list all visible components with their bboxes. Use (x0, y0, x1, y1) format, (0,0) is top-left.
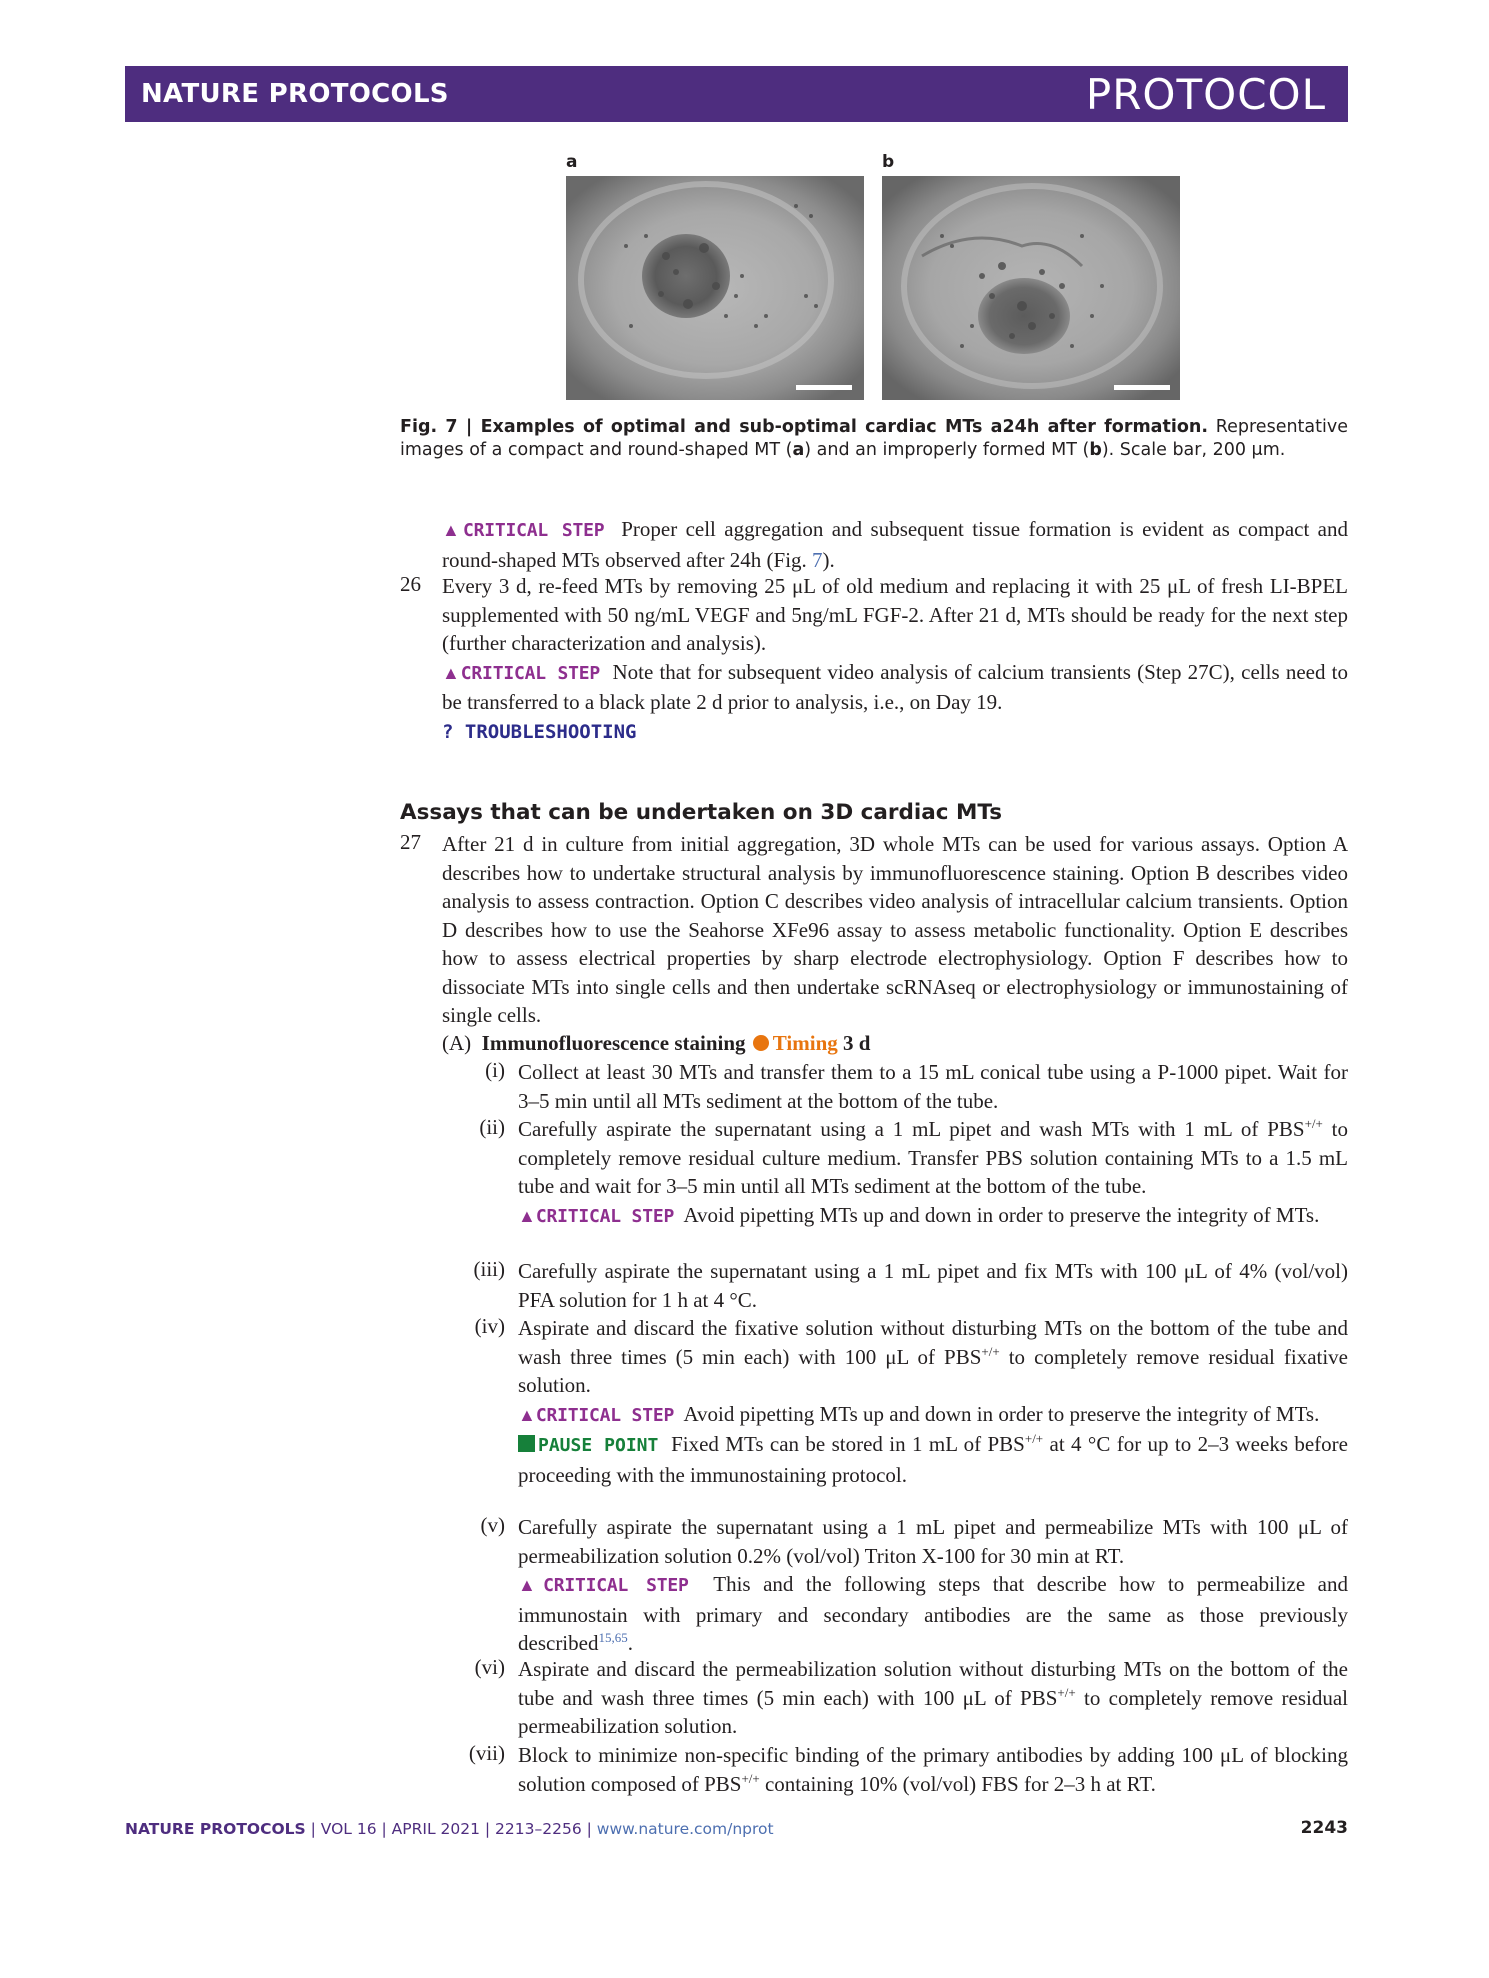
critical-triangle-icon: ▲ (518, 1575, 544, 1595)
footer-volume: VOL 16 (320, 1820, 377, 1838)
footer-date: APRIL 2021 (391, 1820, 480, 1838)
substep-ii-text: Carefully aspirate the supernatant using a 1 mL pipet and wash MTs with 1 mL of PBS (518, 1117, 1305, 1141)
panel-label-b: b (882, 152, 895, 172)
step-number-27: 27 (400, 830, 421, 854)
substep-label-ii: (ii) (479, 1115, 505, 1139)
substep-vi (518, 1655, 1348, 1741)
troubleshooting-link[interactable]: ? TROUBLESHOOTING (442, 720, 637, 743)
substep-iv-text-b: to completely remove residual fixative solution. (518, 1344, 1349, 1397)
citation-link[interactable]: 15,65 (598, 1630, 628, 1645)
superscript: +/+ (1057, 1684, 1076, 1700)
option-a-heading (442, 1029, 1348, 1058)
substep-ii (518, 1115, 1348, 1231)
footer-journal: NATURE PROTOCOLS (125, 1820, 306, 1838)
superscript: +/+ (1304, 1116, 1323, 1131)
critical-text: Avoid pipetting MTs up and down in order to preserve the integrity of MTs. (683, 1401, 1320, 1426)
substep-label-vi: (vi) (474, 1655, 505, 1679)
caption-text: ) and an improperly formed MT ( (804, 440, 1090, 460)
substep-label-iv: (iv) (474, 1314, 505, 1338)
substep-iv (518, 1314, 1348, 1489)
pause-label: PAUSE POINT (538, 1435, 659, 1456)
critical-text: Note that for subsequent video analysis of calcium transients (Step 27C), cells need to be transferred to a black plate 2 d prior to analysis, i.e., on Day 19. (442, 659, 1348, 714)
caption-label: Fig. 7 | Examples of optimal and sub-optimal cardiac MTs a24h after formation. (400, 417, 1208, 437)
page-number: 2243 (1300, 1818, 1348, 1838)
superscript: +/+ (1024, 1431, 1044, 1446)
substep-iv-text: Aspirate and discard the fixative solution without disturbing MTs on the bottom of the tube and wash three times (5 min each) with 100 μL of PBS (518, 1316, 1348, 1369)
journal-name: NATURE PROTOCOLS (141, 79, 449, 109)
panel-label-a: a (566, 152, 578, 172)
journal-header-bar (125, 66, 1348, 122)
critical-text: This and the following steps that describe how to permeabilize and immunostain with primary and secondary antibodies are the same as those previously described (518, 1572, 1349, 1655)
figure-caption (400, 416, 1348, 462)
micrograph-a (566, 176, 864, 400)
critical-triangle-icon: ▲ (518, 1404, 536, 1425)
scale-bar-a (796, 385, 852, 390)
critical-triangle-icon: ▲ (442, 520, 463, 540)
caption-text: ). Scale bar, 200 μm. (1101, 440, 1286, 460)
superscript: +/+ (741, 1770, 760, 1786)
article-type: PROTOCOL (1085, 70, 1326, 119)
substep-vi-text-b: to completely remove residual permeabilization solution. (518, 1685, 1348, 1738)
step-number-26: 26 (400, 572, 421, 596)
option-a-time: 3 d (843, 1031, 871, 1055)
caption-text: Representative images of a compact and round-shaped MT ( (400, 417, 1348, 460)
figure-reference-link[interactable]: 7 (812, 547, 823, 572)
footer-url-link[interactable]: www.nature.com/nprot (596, 1820, 774, 1838)
substep-ii-text-b: to completely remove residual culture medium. Transfer PBS solution containing MTs to a 1.5 mL tube and wait for 3–5 min until all MTs sediment at the bottom of the tube. (518, 1117, 1348, 1198)
critical-label: CRITICAL STEP (535, 1205, 675, 1227)
footer-pages: 2213–2256 (495, 1820, 582, 1838)
critical-text-end: . (627, 1631, 633, 1655)
pause-text: Fixed MTs can be stored in 1 mL of PBS (671, 1432, 1025, 1456)
substep-label-v: (v) (480, 1513, 505, 1537)
pause-text-b: at 4 °C for up to 2–3 weeks before proceeding with the immunostaining protocol. (518, 1432, 1348, 1487)
substep-label-vii: (vii) (468, 1741, 505, 1765)
footer-citation: NATURE PROTOCOLS | VOL 16 | APRIL 2021 | 2213–2256 | www.nature.com/nprot (125, 1820, 774, 1838)
timing-icon (753, 1035, 769, 1051)
critical-text: Proper cell aggregation and subsequent tissue formation is evident as compact and round-shaped MTs observed after 24h (Fig. (442, 517, 1349, 572)
step-26-text: Every 3 d, re-feed MTs by removing 25 μL of old medium and replacing it with 25 μL of fresh LI-BPEL supplemented with 50 ng/mL VEGF and 5ng/mL FGF-2. After 21 d, MTs should be ready for the next step (further characterization and analysis). (442, 574, 1348, 655)
critical-triangle-icon: ▲ (442, 662, 461, 683)
substep-vii-text-b: containing 10% (vol/vol) FBS for 2–3 h at RT. (759, 1771, 1156, 1796)
caption-bold-b: b (1089, 440, 1102, 460)
micrograph-b (882, 176, 1180, 400)
substep-vi-text: Aspirate and discard the permeabilization solution without disturbing MTs on the bottom of the tube and wash three times (5 min each) with 100 μL of PBS (518, 1657, 1348, 1710)
critical-label: CRITICAL STEP (460, 662, 601, 684)
timing-label: Timing (772, 1031, 838, 1055)
section-heading: Assays that can be undertaken on 3D cardiac MTs (400, 800, 1003, 825)
substep-label-iii: (iii) (473, 1257, 505, 1281)
superscript: +/+ (981, 1343, 1000, 1359)
critical-text: Avoid pipetting MTs up and down in order to preserve the integrity of MTs. (683, 1202, 1320, 1227)
step-27: After 21 d in culture from initial aggregation, 3D whole MTs can be used for various assays. Option A describes how to undertake structural analysis by immunofluorescence staining. Option B describes video analysis to assess contraction. Option C describes video analysis of intracellular calcium transients. Option D describes how to use the Seahorse XFe96 assay to assess metabolic functionality. Option E describes how to assess electrical properties by sharp electrode electrophysiology. Option F describes how to dissociate MTs into single cells and then undertake scRNAseq or electrophysiology or immunostaining of single cells. (442, 832, 1348, 1027)
substep-v-text: Carefully aspirate the supernatant using a 1 mL pipet and permeabilize MTs with 100 μL of permeabilization solution 0.2% (vol/vol) Triton X-100 for 30 min at RT. (518, 1515, 1348, 1568)
step-26 (442, 572, 1348, 746)
option-a-title: Immunofluorescence staining (481, 1031, 746, 1055)
pause-square-icon (518, 1435, 535, 1452)
critical-label: CRITICAL STEP (543, 1575, 689, 1596)
scale-bar-b (1114, 385, 1170, 390)
critical-step-25 (442, 515, 1348, 574)
critical-text-end: ). (822, 547, 835, 572)
substep-v (518, 1513, 1348, 1658)
critical-label: CRITICAL STEP (535, 1404, 675, 1426)
critical-label: CRITICAL STEP (462, 520, 605, 541)
substep-i: Collect at least 30 MTs and transfer them to a 15 mL conical tube using a P-1000 pipet. Wait for 3–5 min until all MTs sediment at the bottom of the tube. (518, 1060, 1348, 1113)
substep-iii: Carefully aspirate the supernatant using a 1 mL pipet and fix MTs with 100 μL of 4% (vol/vol) PFA solution for 1 h at 4 °C. (518, 1259, 1348, 1312)
substep-label-i: (i) (485, 1058, 505, 1082)
substep-vii (518, 1741, 1348, 1798)
substep-vii-text: Block to minimize non-specific binding of the primary antibodies by adding 100 μL of blocking solution composed of PBS (518, 1743, 1348, 1796)
option-a-label: (A) (442, 1031, 472, 1055)
caption-bold-a: a (792, 440, 805, 460)
critical-triangle-icon: ▲ (518, 1205, 536, 1226)
microtissue-b (978, 278, 1070, 354)
